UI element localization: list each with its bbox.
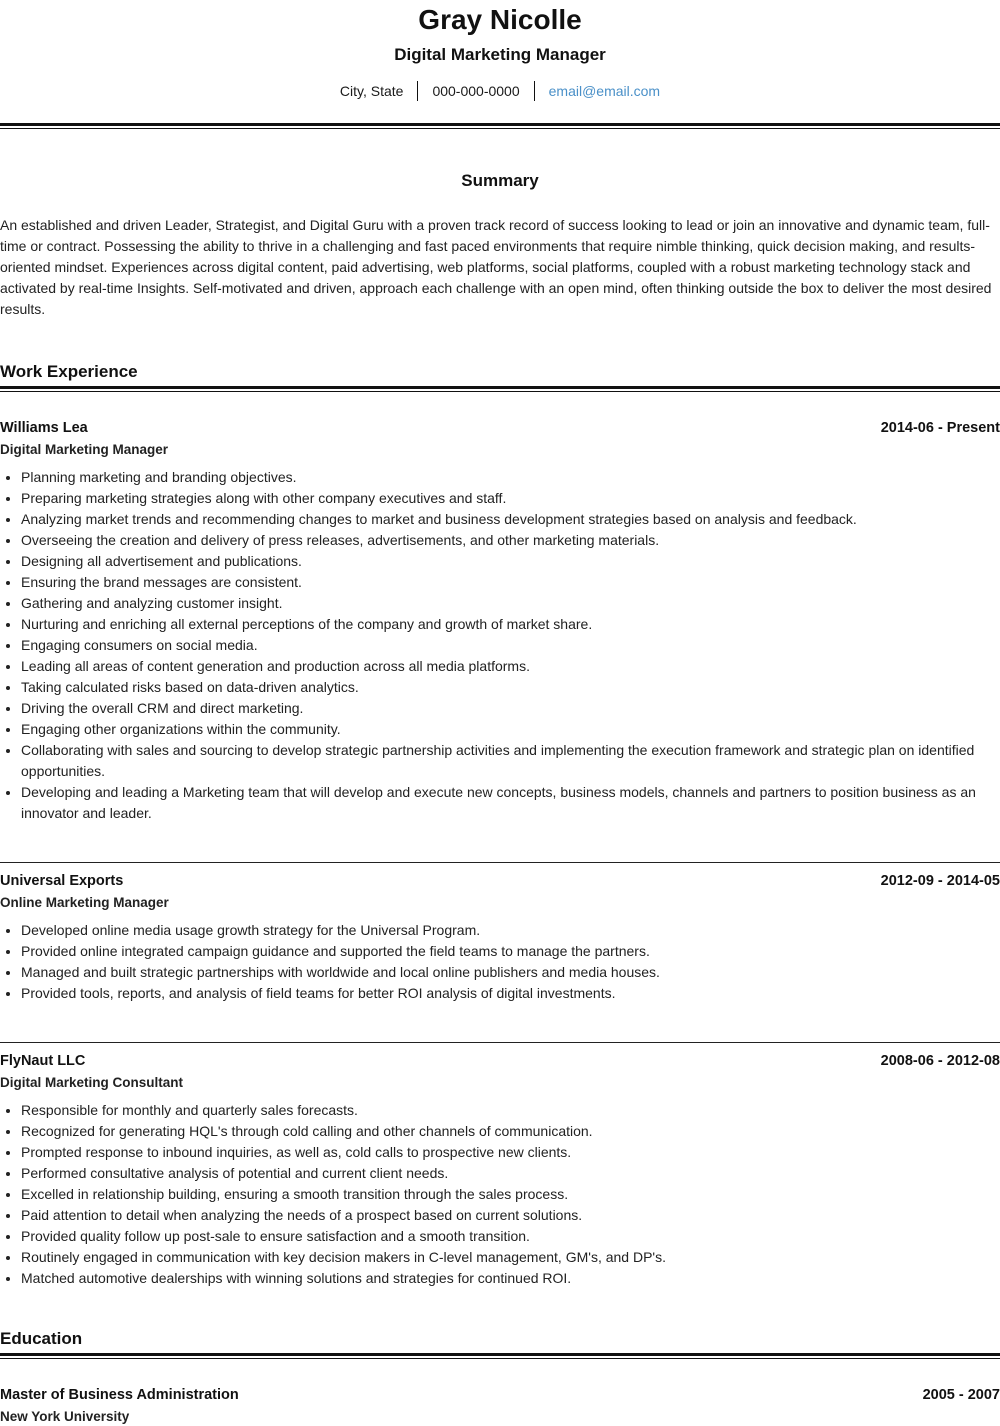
job-bullet: • Engaging other organizations within the community. xyxy=(21,719,1000,740)
job-header xyxy=(0,1051,1000,1071)
work-experience-heading: Work Experience xyxy=(0,362,138,381)
contact-email-link[interactable]: email@email.com xyxy=(534,81,674,101)
job-bullet: • Engaging consumers on social media. xyxy=(21,635,1000,656)
job-bullets xyxy=(0,467,1000,824)
job-bullet: • Routinely engaged in communication with key decision makers in C-level management, GM's, and DP's. xyxy=(21,1247,1000,1268)
job-bullet: • Preparing marketing strategies along with other company executives and staff. xyxy=(21,488,1000,509)
education-degree: Master of Business Administration xyxy=(0,1387,239,1403)
job-header xyxy=(0,871,1000,891)
education-entry xyxy=(0,1385,1000,1426)
job-role: Digital Marketing Consultant xyxy=(0,1075,184,1090)
job-bullet: • Performed consultative analysis of potential and current client needs. xyxy=(21,1163,1000,1184)
job-entry xyxy=(0,871,1000,1004)
job-bullet: • Paid attention to detail when analyzing the needs of a prospect based on current solutions. xyxy=(21,1205,1000,1226)
summary-text: An established and driven Leader, Strategist, and Digital Guru with a proven track record of success looking to lead or join an innovative and dynamic team, full-time or contract. Possessing the ability to thrive in a challenging and fast paced environments that require nimble thinking, quick decision making, and results-oriented mindset. Experiences across digital content, paid advertising, web platforms, social platforms, coupled with a robust marketing technology stack and activated by real-time Insights. Self-motivated and driven, approach each challenge with an open mind, often thinking outside the box to deliver the most desired results. xyxy=(0,217,992,317)
job-bullets xyxy=(0,1100,1000,1289)
job-header xyxy=(0,418,1000,438)
contact-location: City, State xyxy=(339,83,404,99)
job-bullet: • Leading all areas of content generation and production across all media platforms. xyxy=(21,656,1000,677)
job-bullet: • Driving the overall CRM and direct marketing. xyxy=(21,698,1000,719)
work-experience-section xyxy=(0,362,1000,1289)
contact-info xyxy=(0,81,1000,101)
job-bullet: • Collaborating with sales and sourcing to develop strategic partnership activities and implementing the execution framework and strategic plan on identified opportunities. xyxy=(21,740,1000,782)
education-heading: Education xyxy=(0,1329,83,1348)
job-bullet: • Taking calculated risks based on data-driven analytics. xyxy=(21,677,1000,698)
job-bullet: • Planning marketing and branding objectives. xyxy=(21,467,1000,488)
job-entry xyxy=(0,1051,1000,1289)
job-divider xyxy=(0,1042,1000,1043)
job-bullet: • Excelled in relationship building, ensuring a smooth transition through the sales process. xyxy=(21,1184,1000,1205)
job-bullet: • Matched automotive dealerships with winning solutions and strategies for continued ROI. xyxy=(21,1268,1000,1289)
work-experience-divider xyxy=(0,386,1000,392)
header-divider xyxy=(0,123,1000,129)
job-bullet: • Designing all advertisement and publications. xyxy=(21,551,1000,572)
job-bullet: • Prompted response to inbound inquiries, as well as, cold calls to prospective new clients. xyxy=(21,1142,1000,1163)
job-entry xyxy=(0,418,1000,824)
education-header xyxy=(0,1385,1000,1405)
job-bullet: • Recognized for generating HQL's through cold calling and other channels of communication. xyxy=(21,1121,1000,1142)
job-bullet: • Gathering and analyzing customer insight. xyxy=(21,593,1000,614)
job-company: Williams Lea xyxy=(0,420,88,436)
education-section xyxy=(0,1329,1000,1426)
candidate-name: Gray Nicolle xyxy=(418,4,582,35)
job-bullet: • Managed and built strategic partnerships with worldwide and local online publishers and media houses. xyxy=(21,962,1000,983)
job-bullet: • Analyzing market trends and recommending changes to market and business development strategies based on analysis and feedback. xyxy=(21,509,1000,530)
job-bullet: • Provided quality follow up post-sale to ensure satisfaction and a smooth transition. xyxy=(21,1226,1000,1247)
education-school: New York University xyxy=(0,1409,130,1424)
job-role: Digital Marketing Manager xyxy=(0,442,169,457)
job-company: FlyNaut LLC xyxy=(0,1053,86,1069)
job-bullet: • Developing and leading a Marketing team that will develop and execute new concepts, business models, channels and partners to position business as an innovator and leader. xyxy=(21,782,1000,824)
job-bullet: • Nurturing and enriching all external perceptions of the company and growth of market share. xyxy=(21,614,1000,635)
education-dates: 2005 - 2007 xyxy=(922,1387,1000,1403)
job-bullet: • Overseeing the creation and delivery of press releases, advertisements, and other marketing materials. xyxy=(21,530,1000,551)
job-bullet: • Provided tools, reports, and analysis of field teams for better ROI analysis of digital investments. xyxy=(21,983,1000,1004)
contact-phone: 000-000-0000 xyxy=(417,81,533,101)
candidate-title: Digital Marketing Manager xyxy=(394,45,606,64)
education-divider xyxy=(0,1353,1000,1359)
job-bullet: • Developed online media usage growth strategy for the Universal Program. xyxy=(21,920,1000,941)
job-role: Online Marketing Manager xyxy=(0,895,169,910)
job-bullet: • Provided online integrated campaign guidance and supported the field teams to manage the partners. xyxy=(21,941,1000,962)
job-dates: 2008-06 - 2012-08 xyxy=(880,1053,1000,1069)
summary-heading: Summary xyxy=(461,171,539,190)
job-company: Universal Exports xyxy=(0,873,124,889)
job-bullet: • Responsible for monthly and quarterly sales forecasts. xyxy=(21,1100,1000,1121)
job-bullet: • Ensuring the brand messages are consistent. xyxy=(21,572,1000,593)
resume-header xyxy=(0,0,1000,129)
job-divider xyxy=(0,862,1000,863)
job-bullets xyxy=(0,920,1000,1004)
job-dates: 2014-06 - Present xyxy=(880,420,1000,436)
job-dates: 2012-09 - 2014-05 xyxy=(880,873,1000,889)
